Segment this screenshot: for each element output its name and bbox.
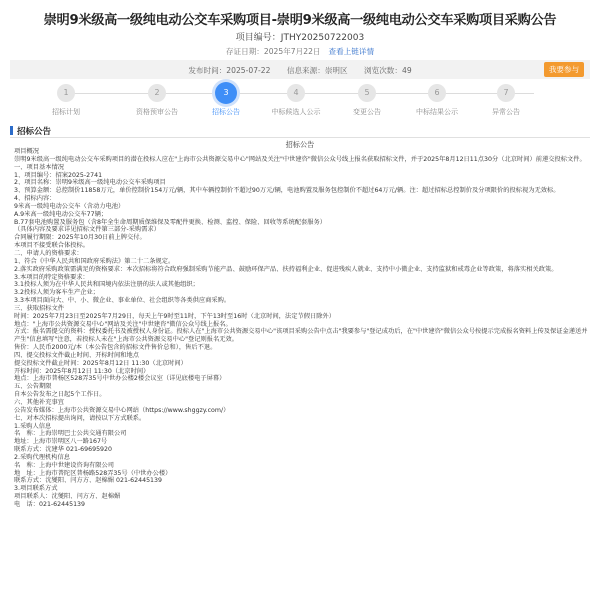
document-line: 3.项目联系方式 [14,485,58,493]
document-line: 3.本项目的特定资格要求： [14,273,89,281]
document-line: 2.落实政府采购政策需满足的资格要求：本次招标将符合政府强制采购节能产品、鼓励环保产品、扶持福利企业、促进残疾人就业、支持中小微企业、支持监狱和戒毒企业等政策，将落实相关政策。 [14,265,558,273]
document-line: B.77套电池购置及服务包（含8年全生命周期质保维保及零配件更换、检测、监控、保险、回收等系统配套服务） [14,218,326,226]
step-candidate-publicity[interactable] [260,84,332,117]
document-line: 方式：报名需提交的资料：授权委托书及被授权人身份证。投标人在"上海市公共资源交易中心"该项目采购公告中点击"我要参与"登记成功后，在"中世建咨"微信公众号按提示完成报名资料上传及保证金递送并产生"信息填写"注意，若投标人未在"上海市公共资源交易中心"登记则报名无效。 [14,328,588,344]
step-number: 7 [497,84,515,102]
document-line: 合同履行期限：2025年10月30日前上牌交付。 [14,234,146,242]
step-number: 4 [287,84,305,102]
document-line: A.9米高一级纯电动公交车77辆； [14,210,108,218]
step-label: 中标候选人公示 [271,108,321,116]
document-line: 3、预算金额：总控制价11858万元，单价控制价154万元/辆，其中车辆控制价不超过90万元/辆，电池购置及服务包控制价不超过64万元/辆。注：超过招标总控制价及分项限价的投标视为无效标。 [14,187,560,195]
document-line: 3.1投标人须为在中华人民共和国境内依法注册的法人或其他组织； [14,281,199,289]
document-line: 名 称：上海中世建设咨询有限公司 [14,461,114,469]
document-line: 时间：2025年7月23日至2025年7月29日，每天上午9时至11时，下午13时至16时（北京时间，法定节假日除外） [14,312,336,320]
step-number: 3 [215,82,237,104]
step-label: 资格预审公告 [136,108,178,116]
step-number: 2 [148,84,166,102]
document-line: 二、申请人的资格要求： [14,249,83,257]
step-label: 中标结果公示 [416,108,458,116]
step-number: 5 [358,84,376,102]
document-line: 地 址：上海市普陀区普杨路528弄35号（中世办公楼） [14,469,172,477]
step-prequalification[interactable] [121,84,193,117]
document-line: 联系方式：沈燮阳、闫方方、赵棉媚 021-62445139 [14,477,162,485]
section-accent-bar [10,126,13,135]
document-line: 提交投标文件截止时间：2025年8月12日 11:30（北京时间） [14,359,187,367]
process-steps [10,84,590,118]
section-title: 招标公告 [17,127,52,137]
step-exception-notice[interactable] [470,84,542,117]
document-line: 三、获取招标文件 [14,304,64,312]
document-line: 地址：上海市崇明区八一路167号 [14,438,108,446]
chain-detail-link[interactable]: 查看上链详情 [328,47,375,56]
document-line: 1.采购人信息 [14,422,52,430]
publish-time: 发布时间：2025-07-22 [188,66,271,75]
info-bar [10,60,590,79]
document-line: 2、项目名称：崇明9米级高一级纯电动公交车采购项目 [14,179,166,187]
document-line: 地点："上海市公共资源交易中心"网站及关注"中世建咨"微信公众号线上报名。 [14,320,232,328]
document-line: 项目概况 [14,148,39,155]
section-header [10,124,590,138]
participate-button[interactable]: 我要参与 [544,62,584,77]
document-line: 名 称：上海崇明巴士公共交通有限公司 [14,430,127,438]
document-line: （具体内容及要求详见招标文件第三部分-采购需求） [14,226,161,234]
step-label: 招标计划 [52,108,80,116]
document-line: 售价：人民币2000元/本（本公告包含的招标文件售价总和），售后不退。 [14,344,217,352]
project-number: 项目编号：JTHY20250722003 [235,33,365,43]
step-label: 招标公告 [212,108,240,116]
step-tender-notice[interactable] [190,84,262,117]
document-line: 崇明9米级高一级纯电动公交车采购项目的潜在投标人应在"上海市公共资源交易中心"网站及关注"中世建咨"微信公众号线上报名获取招标文件，并于2025年8月12日11点30分（北京时间）前递交投标文件。 [14,155,586,163]
document-line: 七、对本次招标提出询问，请按以下方式联系。 [14,414,146,422]
document-line: 五、公告期限 [14,383,52,391]
document-line: 开标时间：2025年8月12日 11:30（北京时间） [14,367,150,375]
document-title: 招标公告 [285,140,315,149]
save-date: 存证日期：2025年7月22日 [225,47,321,56]
document-line: 3.2投标人须为客车生产企业； [14,289,99,297]
document-line: 1、项目编号：招案2025-2741 [14,171,103,179]
document-line: 1、符合《中华人民共和国政府采购法》第二十二条规定。 [14,257,175,265]
step-label: 异常公告 [492,108,520,116]
info-source: 信息来源：崇明区 [286,66,348,75]
step-label: 变更公告 [353,108,381,116]
document-line: 3.3本项目面向大、中、小、微企业、事业单位、社会组织等各类供应商采购。 [14,297,231,305]
document-body [14,148,588,509]
step-change-notice[interactable] [331,84,403,117]
view-count: 浏览次数：49 [364,66,412,75]
step-award-result[interactable] [401,84,473,117]
document-line: 联系方式：沈建华 021-69695920 [14,446,112,454]
document-line: 自本公告发布之日起5个工作日。 [14,391,106,399]
document-line: 2.采购代理机构信息 [14,453,70,461]
document-line: 本项目不接受联合体投标。 [14,242,89,250]
step-number: 1 [57,84,75,102]
document-line: 六、其他补充事宜 [14,399,64,406]
document-line: 一、项目基本情况 [14,163,64,171]
document-line: 项目联系人：沈燮阳、闫方方、赵棉媚 [14,493,121,501]
info-text [10,65,590,76]
document-line: 9米高一级纯电动公交车（含动力电池） [14,202,125,210]
document-line: 地点：上海市普杨区528弄35号中世办公楼2楼会议室（详见底楼电子屏幕） [14,375,226,383]
step-number: 6 [428,84,446,102]
document-line: 4、招标内容： [14,195,56,203]
page-title: 崇明9米级高一级纯电动公交车采购项目-崇明9米级高一级纯电动公交车采购项目采购公告 [43,13,557,28]
save-row [0,46,600,57]
document-line: 四、提交投标文件截止时间、开标时间和地点 [14,351,139,359]
document-line: 电 话：021-62445139 [14,500,85,508]
document-line: 公告发布媒体：上海市公共资源交易中心网站（https://www.shggzy.com/） [14,406,230,414]
step-bid-plan[interactable] [30,84,102,117]
